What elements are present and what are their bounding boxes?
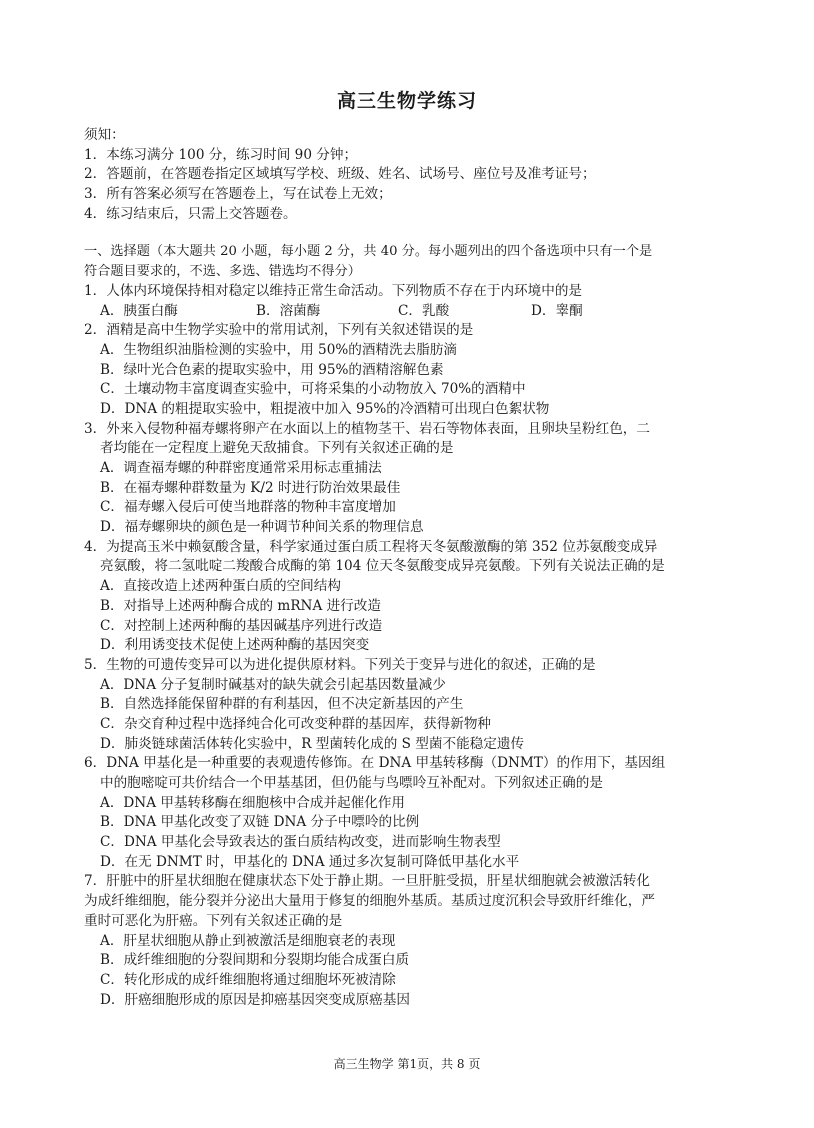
section-heading: 一、选择题（本大题共 20 小题，每小题 2 分，共 40 分。每小题列出的四个备选项中只有一个是 [84,244,653,260]
option-a: A．胰蛋白酶 [100,302,178,319]
option-b: B．自然选择能保留种群的有利基因，但不决定新基因的产生 [100,696,464,713]
question-7-stem-cont: 为成纤维细胞，能分裂并分泌出大量用于修复的细胞外基质。基质过度沉积会导致肝纤维化，严 [84,893,655,910]
question-6-stem-cont: 中的胞嘧啶可共价结合一个甲基基团，但仍能与鸟嘌呤互补配对。下列叙述正确的是 [100,775,603,791]
notice-heading: 须知： [84,127,125,143]
option-d: D．利用诱变技术促使上述两种酶的基因突变 [100,637,370,654]
question-7-stem: 7．肝脏中的肝星状细胞在健康状态下处于静止期。一旦肝脏受损，肝星状细胞就会被激活转化 [84,873,650,890]
option-a: A．生物组织油脂检测的实验中，用 50%的酒精洗去脂肪滴 [100,341,458,358]
option-a: A．DNA 分子复制时碱基对的缺失就会引起基因数量减少 [100,676,446,693]
notice-item: 4．练习结束后，只需上交答题卷。 [84,205,297,222]
option-c: C．DNA 甲基化会导致表达的蛋白质结构改变，进而影响生物表型 [100,834,501,851]
option-a: A．DNA 甲基转移酶在细胞核中合成并起催化作用 [100,794,406,811]
notice-item: 1．本练习满分 100 分，练习时间 90 分钟； [84,146,358,163]
option-a: A．调查福寿螺的种群密度通常采用标志重捕法 [100,460,382,476]
question-6-stem: 6．DNA 甲基化是一种重要的表观遗传修饰。在 DNA 甲基转移酶（DNMT）的作用下，基因组 [84,755,666,772]
option-c: C．福寿螺入侵后可使当地群落的物种丰富度增加 [100,499,396,516]
option-b: B．DNA 甲基化改变了双链 DNA 分子中嘌呤的比例 [100,814,420,831]
exam-title: 高三生物学练习 [336,90,477,112]
question-1-stem: 1．人体内环境保持相对稳定以维持正常生命活动。下列物质不存在于内环境中的是 [84,282,583,299]
question-3-stem: 3．外来入侵物种福寿螺将卵产在水面以上的植物茎干、岩石等物体表面，且卵块呈粉红色，二 [84,420,650,437]
option-d: D．肝癌细胞形成的原因是抑癌基因突变成原癌基因 [100,991,410,1008]
question-5-stem: 5．生物的可遗传变异可以为进化提供原材料。下列关于变异与进化的叙述，正确的是 [84,656,596,673]
question-3-stem-cont: 者均能在一定程度上避免天敌捕食。下列有关叙述正确的是 [100,440,454,457]
question-7-stem-cont: 重时可恶化为肝癌。下列有关叙述正确的是 [84,912,343,929]
option-c: C．对控制上述两种酶的基因碱基序列进行改造 [100,617,383,634]
option-d: D．在无 DNMT 时，甲基化的 DNA 通过多次复制可降低甲基化水平 [100,853,520,870]
option-a: A．肝星状细胞从静止到被激活是细胞衰老的表现 [100,932,396,949]
option-a: A．直接改造上述两种蛋白质的空间结构 [100,578,341,595]
option-b: B．对指导上述两种酶合成的 mRNA 进行改造 [100,597,381,614]
option-b: B．在福寿螺种群数量为 K/2 时进行防治效果最佳 [100,479,401,496]
question-4-stem: 4．为提高玉米中赖氨酸含量，科学家通过蛋白质工程将天冬氨酸激酶的第 352 位苏氨酸变成异 [84,538,658,555]
notice-item: 3．所有答案必须写在答题卷上，写在试卷上无效； [84,186,392,203]
option-c: C．杂交育种过程中选择纯合化可改变种群的基因库，获得新物种 [100,715,492,732]
option-b: B．绿叶光合色素的提取实验中，用 95%的酒精溶解色素 [100,361,444,378]
option-d: D．肺炎链球菌活体转化实验中，R 型菌转化成的 S 型菌不能稳定遗传 [100,735,525,752]
option-b: B．成纤维细胞的分裂间期和分裂期均能合成蛋白质 [100,952,410,969]
option-b: B．溶菌酶 [256,302,321,319]
exam-content [84,126,732,1010]
option-c: C．转化形成的成纤维细胞将通过细胞坏死被清除 [100,971,396,988]
notice-item: 2．答题前，在答题卷指定区域填写学校、班级、姓名、试场号、座位号及准考证号； [84,166,596,183]
question-4-stem-cont: 亮氨酸，将二氢吡啶二羧酸合成酶的第 104 位天冬氨酸变成异亮氨酸。下列有关说法正确的是 [100,558,665,575]
option-d: D．DNA 的粗提取实验中，粗提液中加入 95%的冷酒精可出现白色絮状物 [100,400,550,417]
option-d: D．福寿螺卵块的颜色是一种调节种间关系的物理信息 [100,519,424,536]
page-footer: 高三生物学 第1页，共 8 页 [333,1057,481,1071]
question-2-stem: 2．酒精是高中生物学实验中的常用试剂，下列有关叙述错误的是 [84,322,474,339]
question-1-options [84,302,732,322]
option-c: C．土壤动物丰富度调查实验中，可将采集的小动物放入 70%的酒精中 [100,381,526,398]
section-heading-cont: 符合题目要求的，不选、多选、错选均不得分） [84,264,361,280]
option-d: D．睾酮 [531,302,583,319]
option-c: C．乳酸 [398,302,450,319]
